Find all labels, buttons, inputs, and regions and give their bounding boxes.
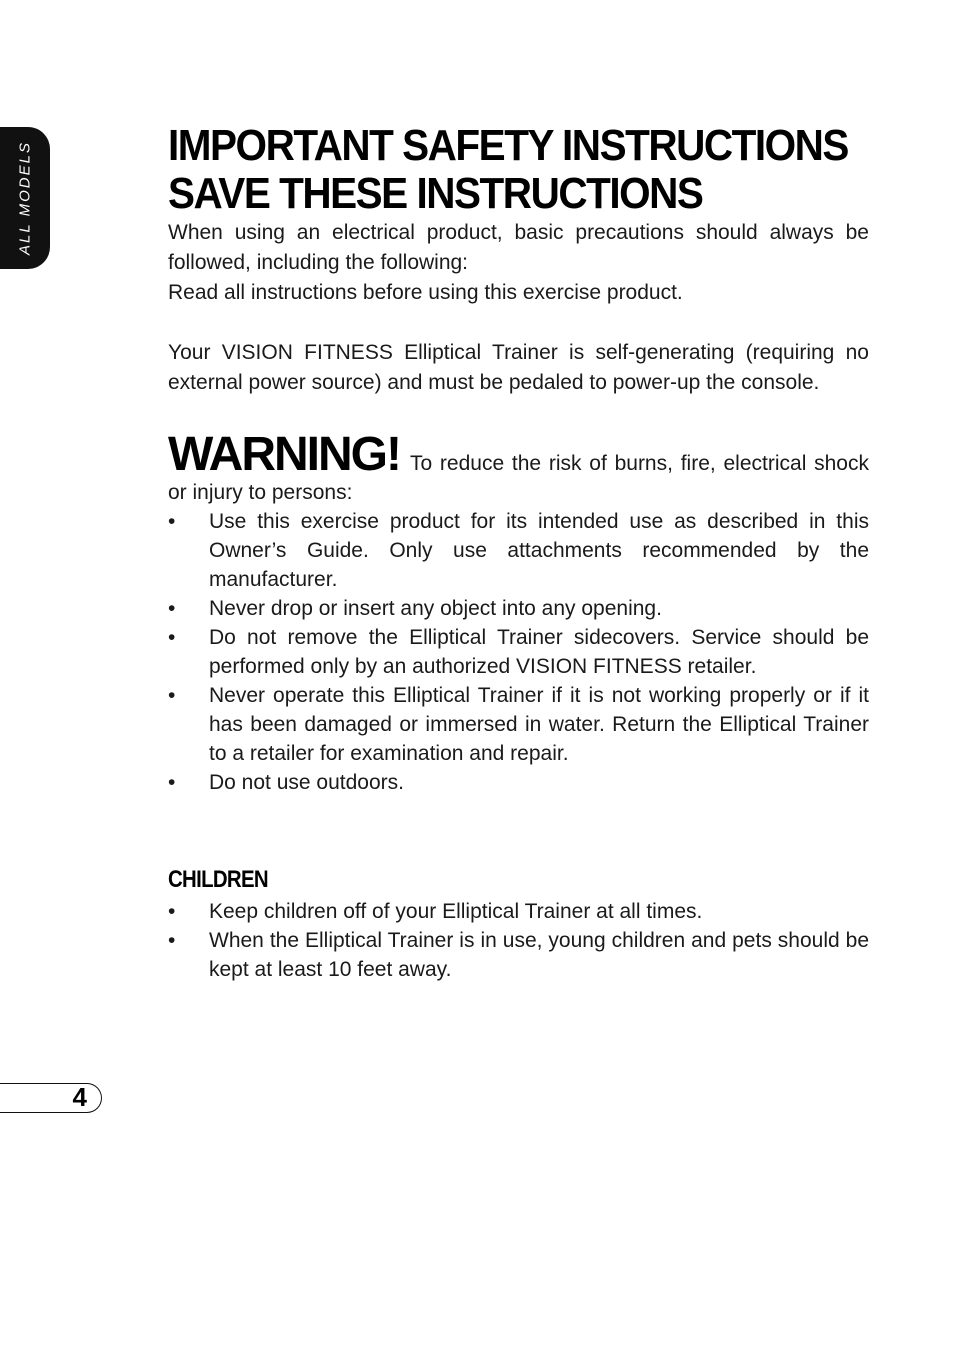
intro-paragraph-3: Your VISION FITNESS Elliptical Trainer is self-generating (requiring no external power source) and must be pedaled to power-up the console. (168, 341, 869, 394)
title-line-1: IMPORTANT SAFETY INSTRUCTIONS (168, 121, 848, 170)
list-item (168, 623, 869, 681)
bullet-icon: • (168, 684, 176, 707)
list-item-text: Never drop or insert any object into any opening. (209, 597, 662, 620)
bullet-icon: • (168, 597, 176, 620)
list-item-text: Never operate this Elliptical Trainer if it is not working properly or if it has been damaged or immersed in water. Return the Elliptical Trainer to a retailer for examination and repair. (209, 684, 869, 765)
side-tab (0, 127, 50, 269)
bullet-icon: • (168, 929, 176, 952)
title-line-2: SAVE THESE INSTRUCTIONS (168, 169, 703, 218)
list-item (168, 594, 869, 623)
side-tab-label: ALL MODELS (16, 141, 34, 255)
warning-list (168, 507, 869, 797)
bullet-icon: • (168, 626, 176, 649)
warning-heading: WARNING! (168, 428, 400, 481)
page-number: 4 (72, 1082, 87, 1112)
list-item-text: Use this exercise product for its intended use as described in this Owner’s Guide. Only use attachments recommended by the manufacturer. (209, 510, 869, 591)
children-heading: CHILDREN (168, 866, 268, 893)
list-item (168, 768, 869, 797)
bullet-icon: • (168, 510, 176, 533)
children-list (168, 897, 869, 984)
page-number-box (0, 1083, 102, 1113)
warning-block (168, 428, 869, 507)
list-item (168, 681, 869, 768)
list-item-text: Keep children off of your Elliptical Trainer at all times. (209, 900, 703, 923)
list-item-text: When the Elliptical Trainer is in use, young children and pets should be kept at least 10 feet away. (209, 929, 869, 981)
list-item-text: Do not use outdoors. (209, 771, 404, 794)
list-item (168, 507, 869, 594)
list-item (168, 926, 869, 984)
intro-paragraph-2: Read all instructions before using this exercise product. (168, 281, 683, 304)
intro-paragraph-1: When using an electrical product, basic precautions should always be followed, including the following: (168, 221, 869, 274)
bullet-icon: • (168, 771, 176, 794)
list-item-text: Do not remove the Elliptical Trainer sidecovers. Service should be performed only by an authorized VISION FITNESS retailer. (209, 626, 869, 678)
bullet-icon: • (168, 900, 176, 923)
page-content (168, 122, 869, 984)
list-item (168, 897, 869, 926)
warning-text: To reduce the risk of burns, fire, electrical shock or injury to persons: (168, 452, 869, 504)
